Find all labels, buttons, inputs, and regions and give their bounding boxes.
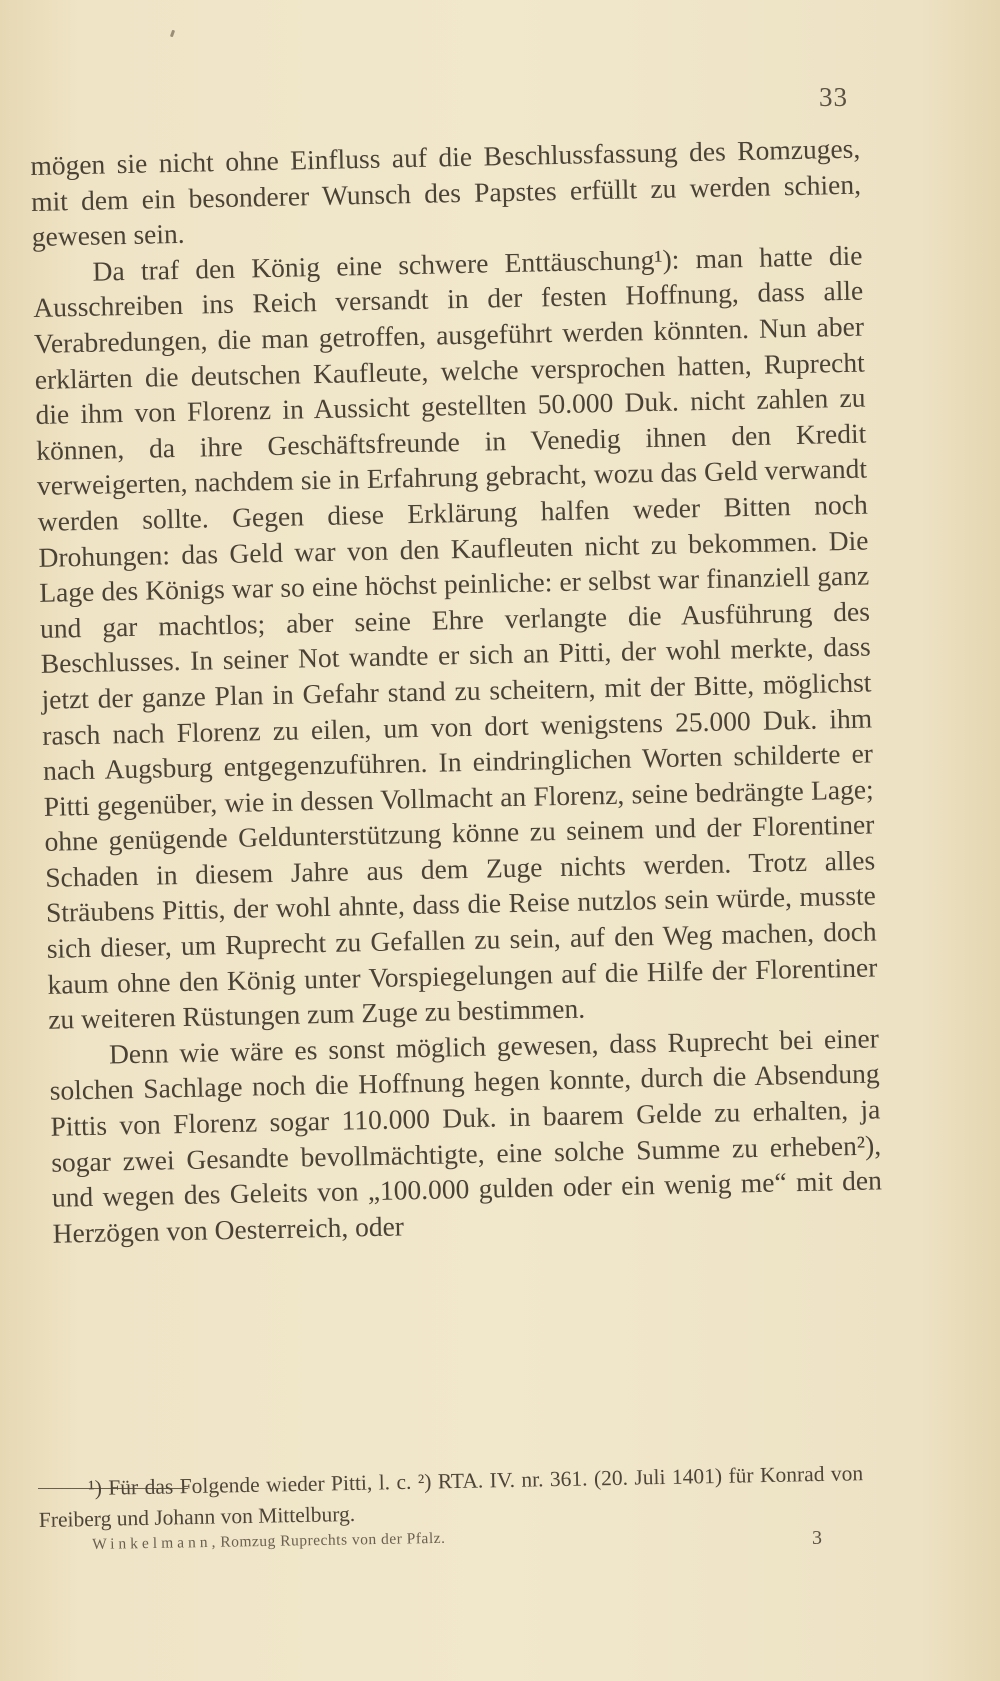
signature-mark: 3 (812, 1527, 822, 1549)
paper-speck (170, 30, 175, 38)
footer-title: , Romzug Ruprechts von der Pfalz. (211, 1529, 446, 1551)
body-text (30, 131, 883, 1252)
paragraph-3: Denn wie wäre es sonst möglich gewesen, dass Ruprecht bei einer solchen Sachlage noch die Hoffnung hegen konnte, durch die Absendung Pittis von Florenz sogar 110.000 Duk. in baarem Gelde zu erhalten, ja sogar zwei Gesandte bevollmächtigte, eine solche Summe zu erheben²), und wegen des Geleits von „100.000 gulden oder ein wenig me“ mit den Herzögen von Oesterreich, oder (49, 1022, 883, 1249)
footer-author: Winkelmann (92, 1533, 212, 1553)
footnote-text: ¹) Für das Folgende wieder Pitti, l. c. ²) RTA. IV. nr. 361. (20. Juli 1401) für Konrad von Freiberg und Johann von Mittelburg. (38, 1461, 864, 1532)
paragraph-1: mögen sie nicht ohne Einfluss auf die Beschlussfassung des Romzuges, mit dem ein besonderer Wunsch des Papstes erfüllt zu werden schien, gewesen sein. (30, 132, 862, 253)
paragraph-2: Da traf den König eine schwere Enttäuschung¹): man hatte die Ausschreiben ins Reich versandt in der festen Hoffnung, dass alle Verabredungen, die man getroffen, ausgeführt werden könnten. Nun aber erklärten die deutschen Kaufleute, welche versprochen hatten, Ruprecht die ihm von Florenz in Aussicht gestellten 50.000 Duk. nicht zahlen zu können, da ihre Geschäftsfreunde in Venedig ihnen den Kredit verweigerten, nachdem sie in Erfahrung gebracht, wozu das Geld verwandt werden sollte. Gegen diese Erklärung halfen weder Bitten noch Drohungen: das Geld war von den Kaufleuten nicht zu bekommen. Die Lage des Königs war so eine höchst peinliche: er selbst war finanziell ganz und gar machtlos; aber seine Ehre verlangte die Ausführung des Beschlusses. In seiner Not wandte er sich an Pitti, der wohl merkte, dass jetzt der ganze Plan in Gefahr stand zu scheitern, mit der Bitte, möglichst rasch nach Florenz zu eilen, um von dort wenigstens 25.000 Duk. ihm nach Augsburg entgegenzuführen. In eindringlichen Worten schilderte er Pitti gegenüber, wie in dessen Vollmacht an Florenz, seine bedrängte Lage; ohne genügende Geldunterstützung könne zu seinem und der Florentiner Schaden in diesem Jahre aus dem Zuge nichts werden. Trotz alles Sträubens Pittis, der wohl ahnte, dass die Reise nutzlos sein würde, musste sich dieser, um Ruprecht zu Gefallen zu sein, auf den Weg machen, doch kaum ohne den König unter Vorspiegelungen auf die Hilfe der Florentiner zu weiteren Rüstungen zum Zuge zu bestimmen. (33, 239, 878, 1036)
footnotes (38, 1458, 864, 1536)
page-number: 33 (819, 82, 848, 112)
